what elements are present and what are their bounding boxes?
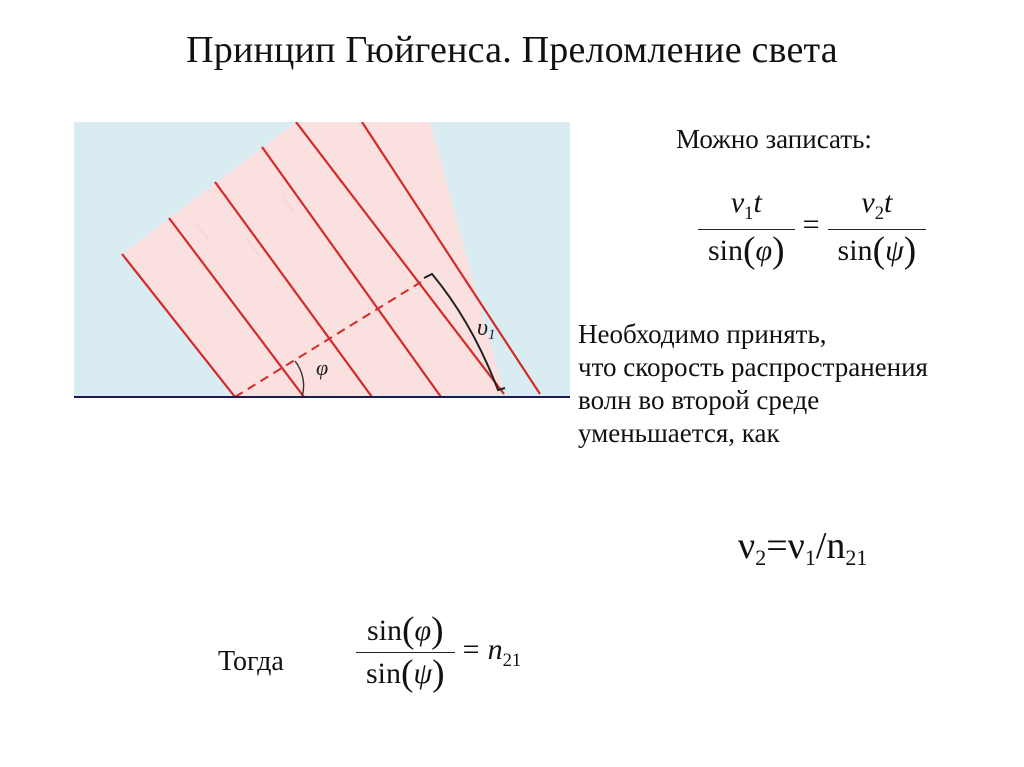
equals-sign: = [802,207,820,241]
sine-ratio: $\frac{\sin(\varphi)}{\sin(\psi)}$ [356,614,455,691]
paragraph-line: что скорость распространения [578,352,928,382]
speed-relation: $\nu_2=\nu_1/n_{21}$ [738,525,868,570]
index-symbol: $n_{21}$ [487,633,522,672]
intro-text: Можно записать: [676,124,872,154]
left-fraction: $\frac{v_1t}{\sin(\varphi)}$ [698,186,795,268]
wave-front-equation [698,186,926,271]
equals-sign: = [462,633,480,667]
refraction-diagram [72,122,572,587]
paragraph-line: Необходимо принять, [578,319,827,349]
paragraph-line: уменьшается, как [578,418,780,448]
slide-title: Принцип Гюйгенса. Преломление света [186,29,838,71]
explanation-paragraph [578,318,1024,450]
speed-label: υ1 [477,315,496,343]
right-fraction: $\frac{v_2t}{\sin(\psi)}$ [828,186,927,268]
paragraph-line: волн во второй среде [578,385,820,415]
then-label: Тогда [218,646,284,677]
refraction-index-equation [356,610,522,694]
angle-label: φ [316,355,329,380]
